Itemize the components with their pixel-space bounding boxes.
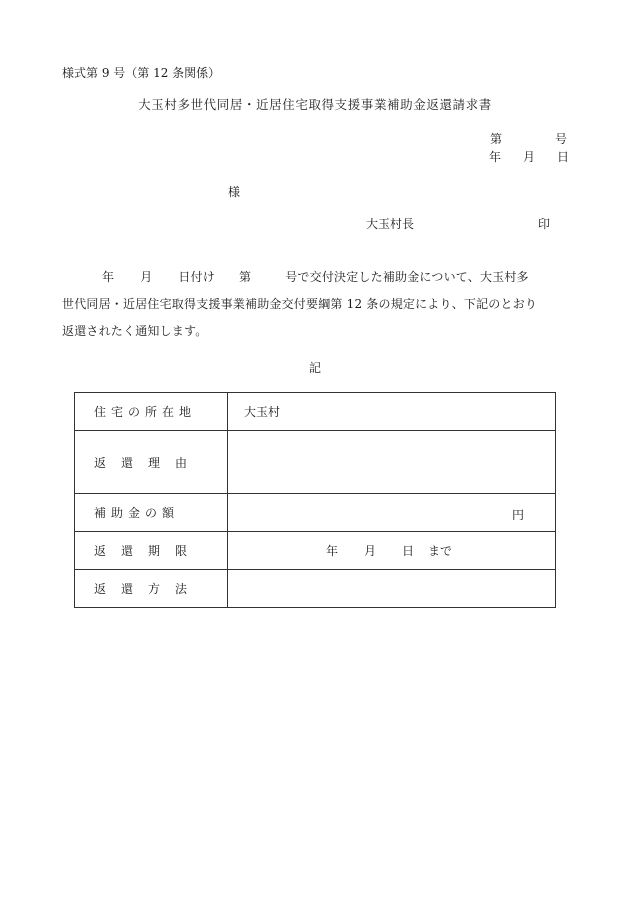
amount-label: 補助金の額 xyxy=(75,494,228,532)
body-line-3: 返還されたく通知します。 xyxy=(62,324,208,338)
body-line-1-tail: 号で交付決定した補助金について、大玉村多 xyxy=(285,270,529,284)
body-year: 年 xyxy=(102,270,115,284)
address-label: 住宅の所在地 xyxy=(75,393,228,431)
body-day-dated: 日付け xyxy=(178,270,216,284)
table-row xyxy=(75,494,556,532)
table-row xyxy=(75,431,556,494)
address-value: 大玉村 xyxy=(228,393,556,431)
doc-number-suffix: 号 xyxy=(555,132,568,146)
document-title: 大玉村多世代同居・近居住宅取得支援事業補助金返還請求書 xyxy=(138,97,492,112)
issue-date-year: 年 xyxy=(489,150,502,164)
issue-date-month: 月 xyxy=(522,150,535,164)
deadline-label: 返還期限 xyxy=(75,532,228,570)
issue-date xyxy=(489,150,569,164)
addressee-suffix: 様 xyxy=(228,185,241,199)
form-number: 様式第 9 号（第 12 条関係） xyxy=(62,66,221,80)
reason-value xyxy=(228,431,556,494)
deadline-day: 日 xyxy=(402,544,415,558)
ki-heading: 記 xyxy=(309,361,322,375)
deadline-value xyxy=(228,532,556,570)
deadline-month: 月 xyxy=(364,544,377,558)
body-line-2: 世代同居・近居住宅取得支援事業補助金交付要綱第 12 条の規定により、下記のとおり xyxy=(62,297,538,311)
issue-date-day: 日 xyxy=(556,150,569,164)
deadline-until: まで xyxy=(428,544,453,558)
detail-table xyxy=(74,392,556,608)
body-number-prefix: 第 xyxy=(239,270,252,284)
reason-label: 返還理由 xyxy=(75,431,228,494)
method-label: 返還方法 xyxy=(75,570,228,608)
body-line-1 xyxy=(62,270,569,284)
table-row xyxy=(75,532,556,570)
table-row xyxy=(75,393,556,431)
sender-title: 大玉村長 xyxy=(366,217,415,231)
doc-number-prefix: 第 xyxy=(490,132,503,146)
method-value xyxy=(228,570,556,608)
table-row xyxy=(75,570,556,608)
amount-unit: 円 xyxy=(512,507,525,522)
body-month: 月 xyxy=(140,270,153,284)
amount-value xyxy=(228,494,556,532)
deadline-year: 年 xyxy=(326,544,339,558)
seal-mark: 印 xyxy=(538,217,551,231)
